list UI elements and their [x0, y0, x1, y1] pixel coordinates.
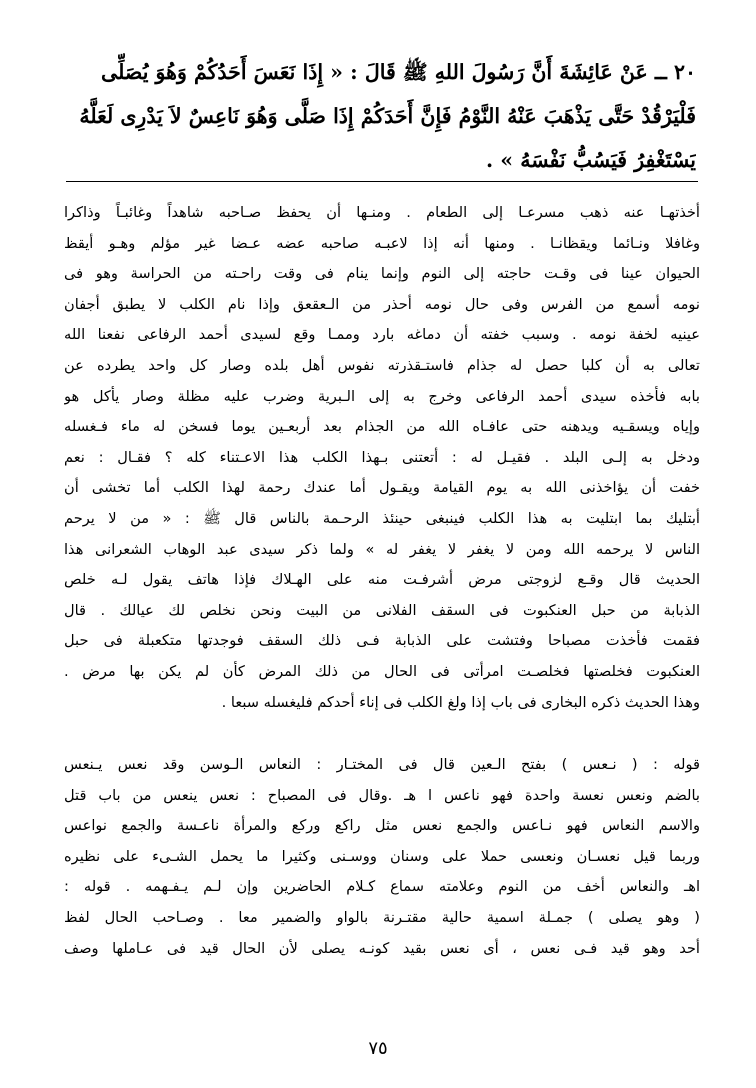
commentary-paragraph-2: [64, 750, 700, 964]
text-line: بالضم ونعس نعسة واحدة فهو ناعس ا هـ .وقال فى المصباح : نعس ينعس من باب قتل: [64, 786, 700, 804]
text-line: وهذا الحديث ذكره البخارى فى باب إذا ولغ الكلب فى إناء أحدكم فليغسله سبعا .: [221, 693, 700, 711]
page-number: ٧٥: [368, 1038, 388, 1059]
text-line: أحد وهو قيد فـى نعس ، أى نعس بقيد كونـه يصلى لأن الحال قيد فى عـاملها وصف: [64, 939, 700, 957]
hadith-line: فَلْيَرْقُدْ حَتَّى يَذْهَبَ عَنْهُ النَّوْمُ فَإِنَّ أَحَدَكُمْ إِذَا صَلَّى وَهُوَ نَاعِسٌ لاَ يَدْرِى لَعَلَّهُ: [79, 104, 696, 128]
text-line: الحديث قال وقـع لزوجتى مرض أشرفـت منه على الهـلاك فإذا هاتف يقول لـه خلص: [64, 571, 700, 589]
text-line: وغافلا ونـائما ويقظانـا . ومنها أنه إذا لاعبـه صاحبه عضه عـضا غير مؤلم وهـو أيقظ: [64, 234, 700, 252]
text-line: وربما قيل نعسـان ونعسى حملا على وسنان ووسـنى وكثيرا ما يحمل الشـىء على نظيره: [64, 847, 700, 865]
text-line: أبتليك بما ابتليت به هذا الكلب فينبغى حينئذ الرحـمة بالناس قال ﷺ : « من لا يرحم: [64, 509, 700, 527]
text-line: اهـ والنعاس أخف من النوم وعلامته سماع كـلام الحاضرين وإن لـم يـفـهمه . قوله :: [64, 878, 700, 896]
text-line: بابه فأخذه سيدى أحمد الرفاعى وخرج به إلى الـبرية وضرب عليه مظلة وصار يأكل هو: [64, 387, 700, 405]
text-line: قوله : ( نـعس ) بفتح الـعين قال فى المختـار : النعاس الـوسن وقد نعس يـنعس: [64, 756, 700, 773]
text-line: العنكبوت فخلصتها فخلصـت امرأتى فى الحال من ذلك المرض كأن لم يكن بها مرض .: [64, 662, 700, 680]
text-line: والاسم النعاس فهو نـاعس والجمع نعس مثل راكع وركع والمرأة ناعـسة والجمع نواعس: [64, 817, 700, 835]
text-line: ودخل به إلـى البلد . فقيـل له : أتعتنى بـهذا الكلب هذا الاعـتناء كله ؟ فقـال : نعم: [64, 448, 700, 466]
text-line: أخذتهـا عنه ذهب مسرعـا إلى الطعام . ومنـها أن يحفظ صـاحبه شاهداً وغائبـاً وذاكرا: [64, 204, 700, 221]
separator-rule: [66, 181, 698, 182]
hadith-line: يَسْتَغْفِرُ فَيَسُبُّ نَفْسَهُ » .: [485, 148, 696, 172]
text-line: فقمت فأخذت مصباحا وفتشت على الذبابة فـى ذلك السقف فوجدتها متكعبلة فى حبل: [64, 632, 700, 650]
text-line: الذبابة من حبل العنكبوت فى السقف الفلانى من البيت ونحن نخلص لك عيالك . قال: [64, 601, 700, 619]
hadith-text: [64, 50, 696, 182]
commentary-paragraph-1: [64, 198, 700, 718]
text-line: وإياه ويسقـيه ويدهنه حتى عافـاه الله من الجذام بعد أربعـين يوما فسخن له ماء فـغسله: [64, 418, 700, 436]
text-line: الحيوان عينا فى وقـت حاجته إلى النوم وإنما ينام فى وقت راحـته من الحراسة وهو فى: [64, 265, 700, 283]
text-line: ( وهو يصلى ) جمـلة اسمية حالية مقتـرنة بالواو والضمير معا . وصـاحب الحال لفظ: [64, 908, 700, 926]
text-line: نومه أسمع من الفرس وفى حال نومه أحذر من الـعقعق وإذا نام الكلب لا يطبق أجفان: [64, 295, 700, 313]
hadith-line: ٢٠ ــ عَنْ عَائِشَةَ أَنَّ رَسُولَ اللهِ ﷺ قَالَ : « إِذَا نَعَسَ أَحَدُكُمْ وَهُوَ يُصَلِّى: [101, 60, 696, 84]
text-line: الناس لا يرحمه الله ومن لا يغفر لا يغفر له » ولما ذكر سيدى عبد الوهاب الشعرانى هذا: [64, 540, 700, 558]
text-line: عينيه لخفة نومه . وسبب خفته أن دماغه بارد وممـا وقع لسيدى أحمد الرفاعى نفعنا الله: [64, 326, 700, 344]
text-line: خفت أن يؤاخذنى الله به يوم القيامة ويقـول أما عندك رحمة لهذا الكلب أما تخشى أن: [64, 479, 700, 497]
text-line: تعالى به أن كلبا حصل له جذام فاستـقذرته نفوس أهل بلده وصار كل واحد يطرده عن: [64, 356, 700, 374]
